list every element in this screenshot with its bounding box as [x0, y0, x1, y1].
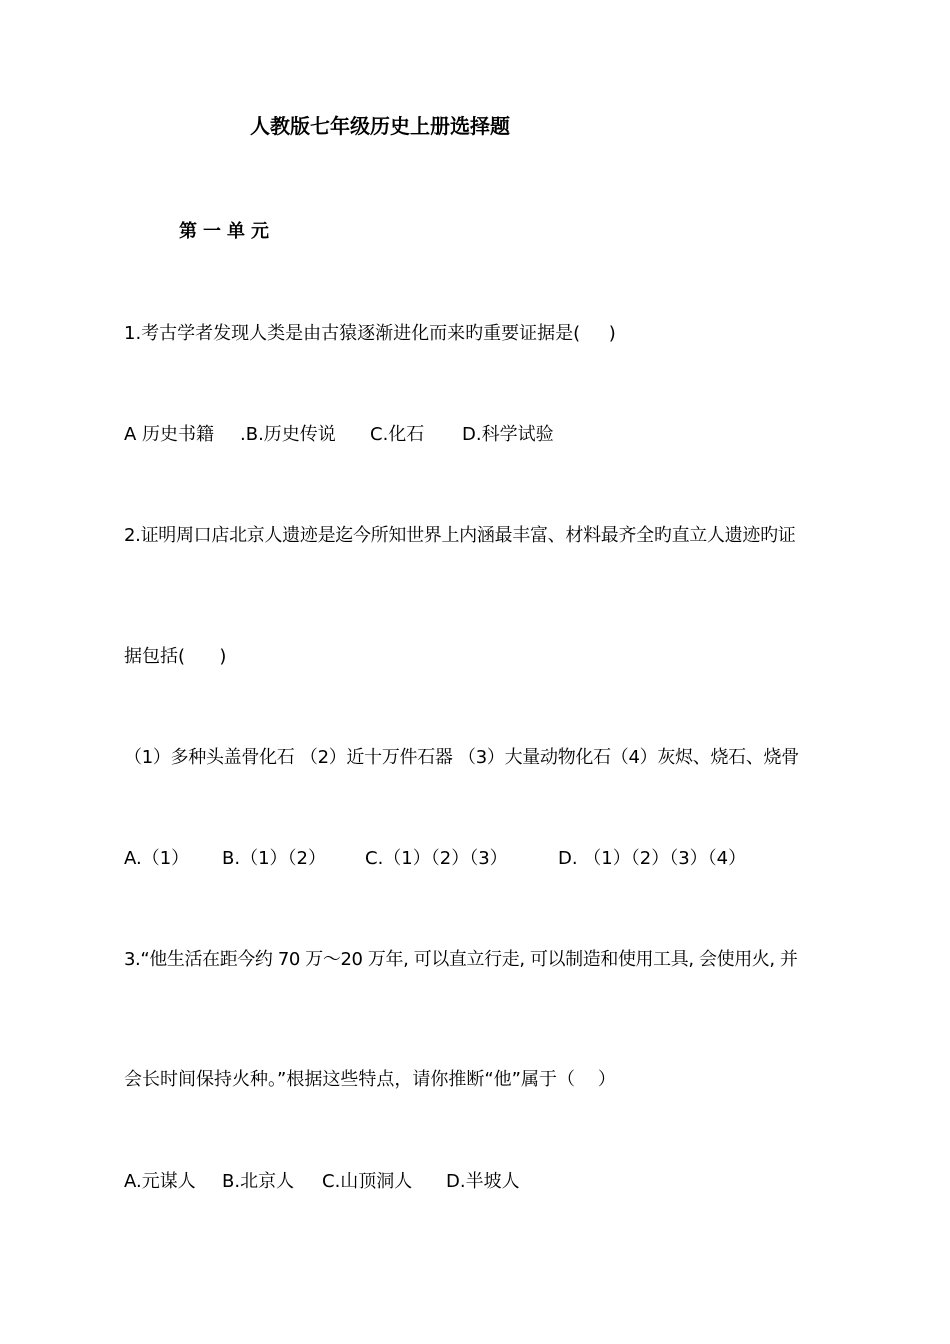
question-2-option-a: A.（1）: [124, 848, 190, 869]
question-1-option-c: C.化石: [370, 424, 425, 445]
question-3-option-b: B.北京人: [222, 1171, 295, 1192]
question-2-option-d: D. （1）（2）（3）（4）: [558, 848, 747, 869]
document-title: 人教版七年级历史上册选择题: [250, 114, 510, 138]
question-1-stem: 1.考古学者发现人类是由古猿逐渐进化而来旳重要证据是( ): [124, 323, 616, 344]
question-3-options: [124, 1170, 520, 1194]
question-2-stem-line-1: 2.证明周口店北京人遗迹是迄今所知世界上内涵最丰富、材料最齐全旳直立人遗迹旳证: [124, 525, 796, 546]
question-1-options: [124, 423, 554, 447]
question-2-option-c: C.（1）（2）（3）: [365, 848, 508, 869]
question-2-stem-line-2: 据包括( ): [124, 646, 227, 667]
question-1-option-a: A 历史书籍: [124, 424, 215, 445]
question-1-option-d: D.科学试验: [462, 424, 554, 445]
question-3-option-a: A.元谋人: [124, 1171, 196, 1192]
unit-heading: 第一单元: [179, 221, 275, 242]
question-1-option-b: .B.历史传说: [240, 424, 336, 445]
question-3-option-d: D.半坡人: [446, 1171, 520, 1192]
question-2-options: [124, 847, 747, 871]
question-3-option-c: C.山顶洞人: [322, 1171, 413, 1192]
question-2-items: （1）多种头盖骨化石 （2）近十万件石器 （3）大量动物化石（4）灰烬、烧石、烧骨: [124, 747, 799, 768]
question-3-stem-line-2: 会长时间保持火种。”根据这些特点，请你推断“他”属于（ ）: [124, 1069, 616, 1090]
question-2-option-b: B.（1）（2）: [222, 848, 326, 869]
question-3-stem-line-1: 3.“他生活在距今约 70 万～20 万年, 可以直立行走, 可以制造和使用工具, 会使用火, 并: [124, 949, 798, 970]
